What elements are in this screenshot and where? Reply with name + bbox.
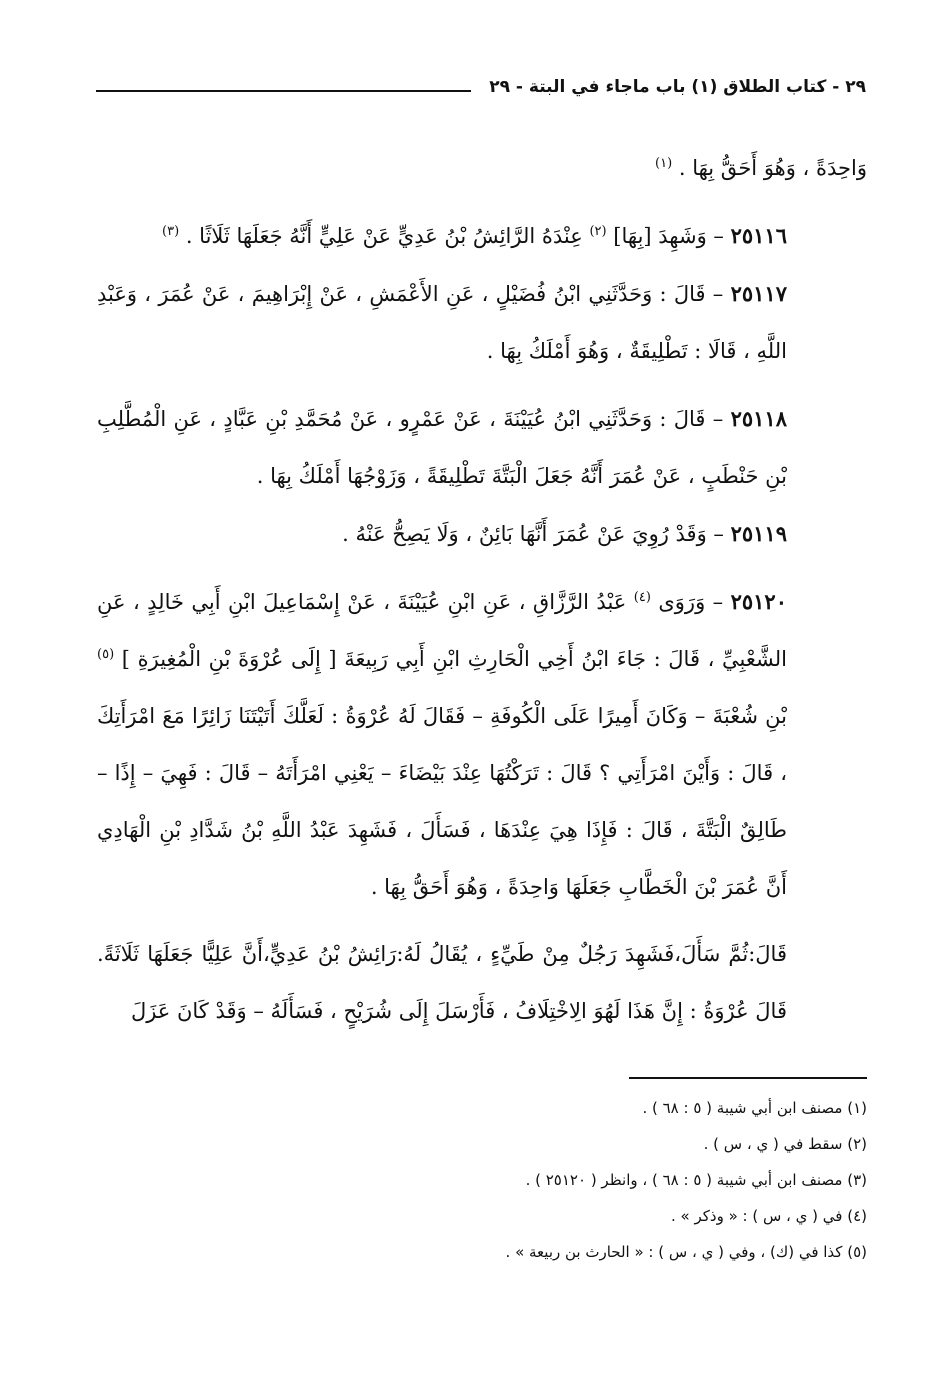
footnote-ref: (٢) [589,224,607,239]
footnote-5: (٥) كذا في (ك) ، وفي ( ي ، س ) : « الحارث بن ربيعة » . [505,1243,867,1261]
hadith-number: ٢٥١١٨ [730,406,787,431]
paragraph-25118 [97,390,867,505]
footnote-1: (١) مصنف ابن أبي شيبة ( ٥ : ٦٨ ) . [642,1099,867,1117]
hadith-number: ٢٥١١٩ [730,521,787,546]
footnote-3: (٣) مصنف ابن أبي شيبة ( ٥ : ٦٨ ) ، وانظر ( ٢٥١٢٠ ) . [525,1171,867,1189]
footnote-ref: (٥) [97,647,115,662]
footnote-4: (٤) في ( ي ، س ) : « وذكر » . [670,1207,867,1225]
paragraph-25116 [97,207,867,265]
hadith-number: ٢٥١٢٠ [730,589,787,614]
paragraph-text: – وَشَهِدَ [بِهَا] [613,224,724,248]
paragraph-text: وَاحِدَةً ، وَهُوَ أَحَقُّ بِهَا . [678,156,867,180]
footnote-separator [629,1077,867,1079]
paragraph-text: بْنِ شُعْبَةَ – وَكَانَ أَمِيرًا عَلَى الْكُوفَةِ – فَقَالَ لَهُ عُرْوَةُ : لَعَلَّكَ أَتَيْتَنَا زَائِرًا مَعَ امْرَأَتِكَ ، قَالَ : وَأَيْنَ امْرَأَتِي ؟ قَالَ : تَرَكْتُهَا عِنْدَ بَيْضَاءَ – يَعْنِي امْرَأَتَهُ – قَالَ : فَهِيَ – إِذًا – طَالِقٌ الْبَتَّةَ ، قَالَ : فَإِذَا هِيَ عِنْدَهَا ، فَسَأَلَ ، فَشَهِدَ عَبْدُ اللَّهِ بْنُ شَدَّادِ بْنِ الْهَادِي أَنَّ عُمَرَ بْنَ الْخَطَّابِ جَعَلَهَا وَاحِدَةً ، وَهُوَ أَحَقُّ بِهَا . [97,704,787,899]
paragraph-continuation [97,140,867,197]
paragraph-text: – قَالَ : وَحَدَّثَنِي ابْنُ فُضَيْلٍ ، عَنِ الأَعْمَشِ ، عَنْ إِبْرَاهِيمَ ، عَنْ عُمَرَ ، وَعَبْدِ اللَّهِ ، قَالَا : تَطْلِيقَةٌ ، وَهُوَ أَمْلَكُ بِهَا . [97,282,787,363]
paragraph-continued [97,926,867,1040]
footnote-ref: (٣) [162,224,180,239]
main-text [97,140,867,1040]
footnotes [97,1090,867,1270]
paragraph-text: – وَقَدْ رُوِيَ عَنْ عُمَرَ أَنَّهَا بَائِنٌ ، وَلَا يَصِحُّ عَنْهُ . [342,522,724,546]
paragraph-text: – قَالَ : وَحَدَّثَنِي ابْنُ عُيَيْنَةَ ، عَنْ عَمْرٍو ، عَنْ مُحَمَّدِ بْنِ عَبَّادٍ ، عَنِ الْمُطَّلِبِ بْنِ حَنْطَبٍ ، عَنْ عُمَرَ أَنَّهُ جَعَلَ الْبَتَّةَ تَطْلِيقَةً ، وَزَوْجُهَا أَمْلَكُ بِهَا . [97,407,787,488]
running-title: ٢٩ - كتاب الطلاق (١) باب ماجاء في البتة - ٢٩ [489,77,866,97]
footnote-ref: (١) [655,156,673,171]
paragraph-25120 [97,573,867,916]
running-header [96,72,866,106]
footnote-ref: (٤) [633,590,651,605]
header-rule [96,90,471,92]
paragraph-text: – وَرَوَى [658,590,724,614]
paragraph-text: عِنْدَهُ الرَّائِشُ بْنُ عَدِيٍّ عَنْ عَلِيٍّ أَنَّهُ جَعَلَهَا ثَلَاثًا . [185,224,583,248]
hadith-number: ٢٥١١٦ [730,223,787,248]
paragraph-text: قَالَ:ثُمَّ سَأَلَ،فَشَهِدَ رَجُلٌ مِنْ طَيِّءٍ ، يُقَالُ لَهُ:رَائِشُ بْنُ عَدِيٍّ،أَنَّ عَلِيًّا جَعَلَهَا ثَلَاثَةً. قَالَ عُرْوَةُ : إِنَّ هَذَا لَهُوَ الِاخْتِلَافُ ، فَأَرْسَلَ إِلَى شُرَيْحٍ ، فَسَأَلَهُ – وَقَدْ كَانَ عَزَلَ [97,942,787,1023]
paragraph-text: عَبْدُ الرَّزَّاقِ ، عَنِ ابْنِ عُيَيْنَةَ ، عَنْ إِسْمَاعِيلَ ابْنِ أَبِي خَالِدٍ ، عَنِ الشَّعْبِيِّ ، قَالَ : جَاءَ ابْنُ أَخِي الْحَارِثِ ابْنِ أَبِي رَبِيعَةَ [ إِلَى عُرْوَةَ بْنِ الْمُغِيرَةِ ] [97,590,787,671]
hadith-number: ٢٥١١٧ [730,281,787,306]
paragraph-25119 [97,505,867,563]
footnote-2: (٢) سقط في ( ي ، س ) . [703,1135,867,1153]
paragraph-25117 [97,265,867,380]
